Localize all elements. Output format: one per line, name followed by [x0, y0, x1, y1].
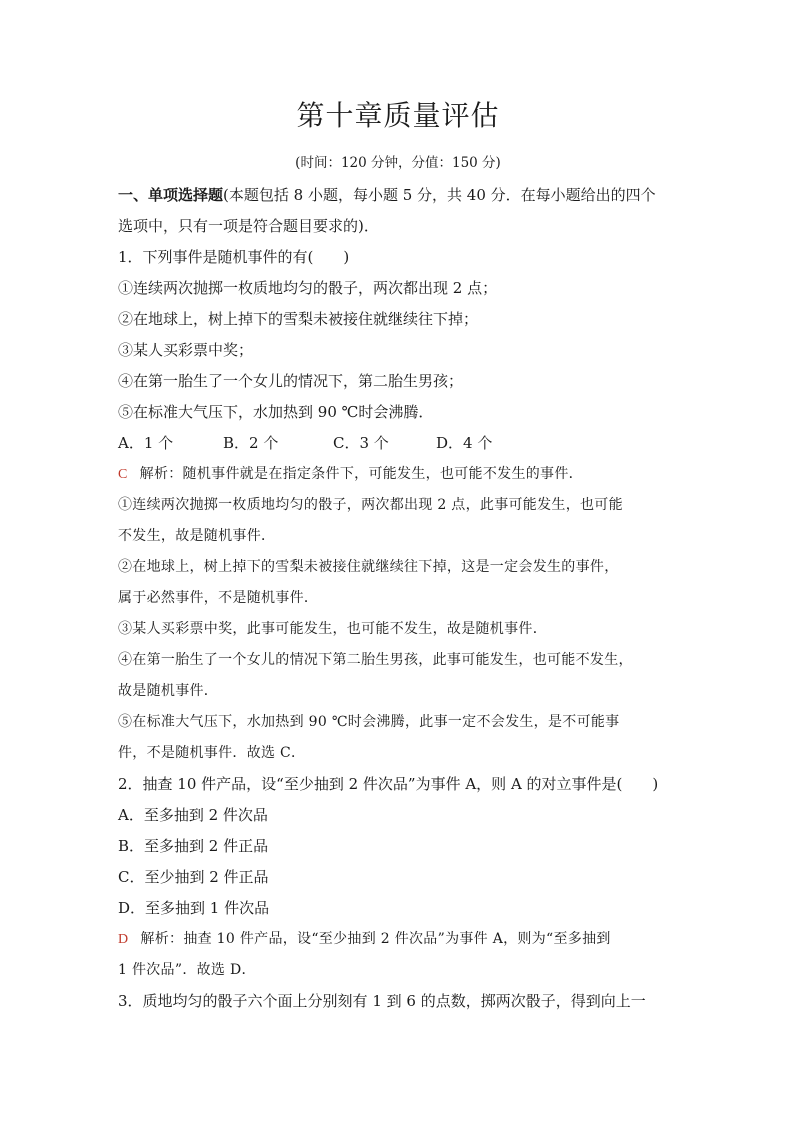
q1-options [118, 428, 678, 459]
q1-solution-line: ④在第一胎生了一个女儿的情况下第二胎生男孩，此事可能发生，也可能不发生， [118, 652, 633, 668]
q2-solution-label: 解析： [140, 931, 184, 947]
q2-solution-line: D 解析：抽查 10 件产品，设“至少抽到 2 件次品”为事件 A，则为“至多抽到 [118, 931, 611, 947]
q2-solution-line: 1 件次品”．故选 D． [118, 962, 256, 978]
page-title: 第十章质量评估 [296, 99, 500, 132]
q2-answer-mark: D [118, 932, 129, 947]
q3-stem: 3．质地均匀的骰子六个面上分别刻有 1 到 6 的点数，掷两次骰子，得到向上一 [118, 992, 646, 1010]
q1-stem: 1．下列事件是随机事件的有( ) [118, 248, 350, 266]
q1-option-c: C．3 个 [333, 434, 389, 452]
q2-option-a: A．至多抽到 2 件次品 [118, 806, 268, 824]
q1-item: ⑤在标准大气压下，水加热到 90 ℃时会沸腾． [118, 403, 434, 421]
q2-option-c: C．至少抽到 2 件正品 [118, 868, 269, 886]
q1-solution-line: ⑤在标准大气压下，水加热到 90 ℃时会沸腾，此事一定不会发生，是不可能事 [118, 714, 620, 730]
section-header [118, 180, 678, 211]
q1-solution-line: C 解析：随机事件就是在指定条件下，可能发生，也可能不发生的事件． [118, 466, 583, 482]
q1-item: ③某人买彩票中奖； [118, 341, 254, 359]
q1-solution-line: 件，不是随机事件．故选 C． [118, 745, 306, 761]
q2-option-b: B．至多抽到 2 件正品 [118, 837, 269, 855]
question-content [118, 180, 678, 1017]
q1-solution-line: 不发生，故是随机事件． [118, 528, 276, 544]
q1-answer-mark: C [118, 467, 128, 482]
q1-solution-label: 解析： [139, 466, 183, 482]
q1-solution-line: 故是随机事件． [118, 683, 219, 699]
section-desc-2: 选项中，只有一项是符合题目要求的)． [118, 217, 379, 235]
exam-time-score: (时间：120 分钟，分值：150 分) [295, 155, 501, 171]
q1-solution-line: ③某人买彩票中奖，此事可能发生，也可能不发生，故是随机事件． [118, 621, 547, 637]
q1-option-a: A．1 个 [118, 434, 174, 452]
q2-stem: 2．抽查 10 件产品，设“至少抽到 2 件次品”为事件 A，则 A 的对立事件是( ) [118, 775, 659, 793]
q1-option-b: B．2 个 [223, 434, 279, 452]
q1-option-d: D．4 个 [436, 434, 493, 452]
q1-solution-line: 属于必然事件，不是随机事件． [118, 590, 319, 606]
q1-solution-line: ①连续两次抛掷一枚质地均匀的骰子，两次都出现 2 点，此事可能发生，也可能 [118, 497, 623, 513]
q1-solution-line: ②在地球上，树上掉下的雪梨未被接住就继续往下掉，这是一定会发生的事件， [118, 559, 619, 575]
q2-option-d: D．至多抽到 1 件次品 [118, 899, 270, 917]
q1-item: ①连续两次抛掷一枚质地均匀的骰子，两次都出现 2 点； [118, 279, 498, 297]
section-desc-1: (本题包括 8 小题，每小题 5 分，共 40 分．在每小题给出的四个 [223, 186, 656, 204]
q1-item: ②在地球上，树上掉下的雪梨未被接住就继续往下掉； [118, 310, 479, 328]
q1-item: ④在第一胎生了一个女儿的情况下，第二胎生男孩； [118, 372, 464, 390]
section-heading: 一、单项选择题 [118, 186, 224, 204]
